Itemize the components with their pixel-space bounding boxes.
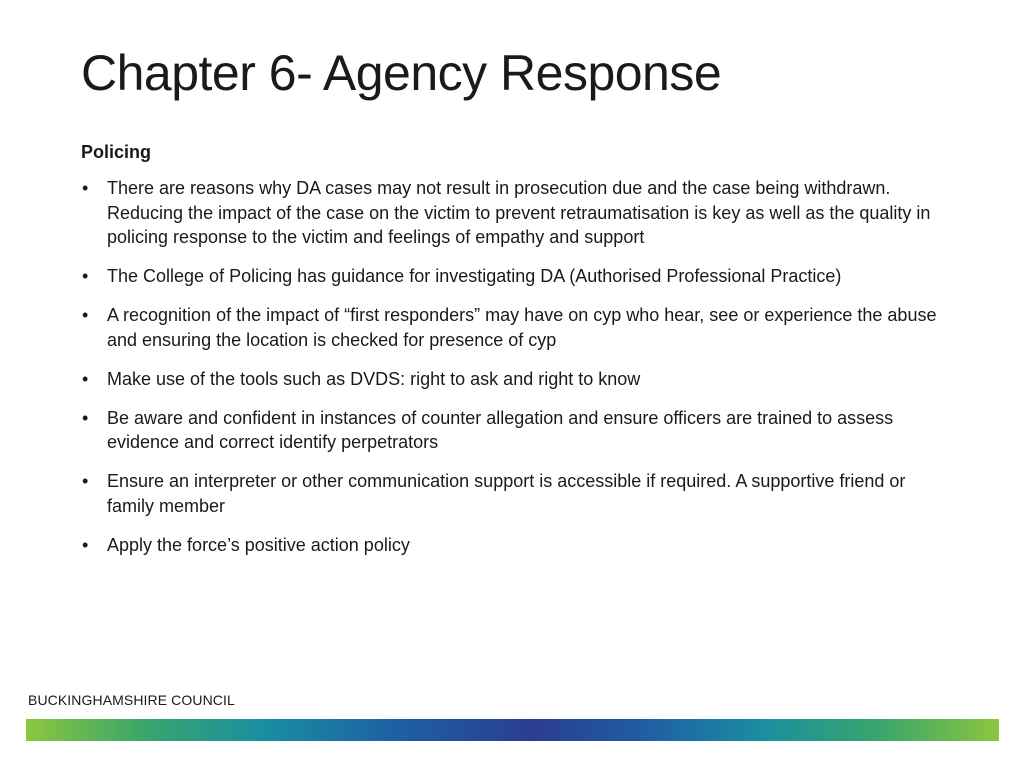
- bullet-item: [81, 406, 951, 455]
- bullet-dot: •: [82, 534, 89, 555]
- bullet-text: Be aware and confident in instances of counter allegation and ensure officers are trained to assess evidence and correct identify perpetrators: [107, 407, 894, 452]
- footer-gradient-bar: [26, 719, 999, 741]
- bullet-text: Apply the force’s positive action policy: [107, 534, 410, 555]
- bullet-text: The College of Policing has guidance for investigating DA (Authorised Professional Practice): [107, 266, 842, 286]
- slide-title: Chapter 6- Agency Response: [81, 45, 722, 101]
- bullet-dot: •: [82, 368, 89, 389]
- bullet-dot: •: [82, 305, 89, 325]
- bullet-item: [81, 367, 951, 392]
- bullet-item: [81, 176, 951, 250]
- bullet-text: There are reasons why DA cases may not result in prosecution due and the case being withdrawn. Reducing the impact of the case on the victim to prevent retraumatisation is key as well as the quality in policing response to the victim and feelings of empathy and support: [107, 178, 931, 247]
- bullet-item: [81, 303, 951, 352]
- bullet-text: A recognition of the impact of “first responders” may have on cyp who hear, see or experience the abuse and ensuring the location is checked for presence of cyp: [107, 305, 937, 350]
- bullet-item: [81, 533, 951, 558]
- bullet-dot: •: [82, 471, 89, 491]
- bullet-text: Make use of the tools such as DVDS: right to ask and right to know: [107, 368, 641, 389]
- bullet-item: [81, 469, 951, 518]
- bullet-dot: •: [82, 266, 89, 286]
- bullet-item: [81, 264, 951, 289]
- bullet-list: [81, 176, 951, 557]
- bullet-dot: •: [82, 407, 89, 428]
- footer-organisation: BUCKINGHAMSHIRE COUNCIL: [28, 692, 235, 708]
- section-subheading: Policing: [81, 142, 152, 162]
- slide-body: [81, 140, 951, 572]
- bullet-text: Ensure an interpreter or other communication support is accessible if required. A supportive friend or family member: [107, 471, 906, 516]
- bullet-dot: •: [82, 178, 89, 198]
